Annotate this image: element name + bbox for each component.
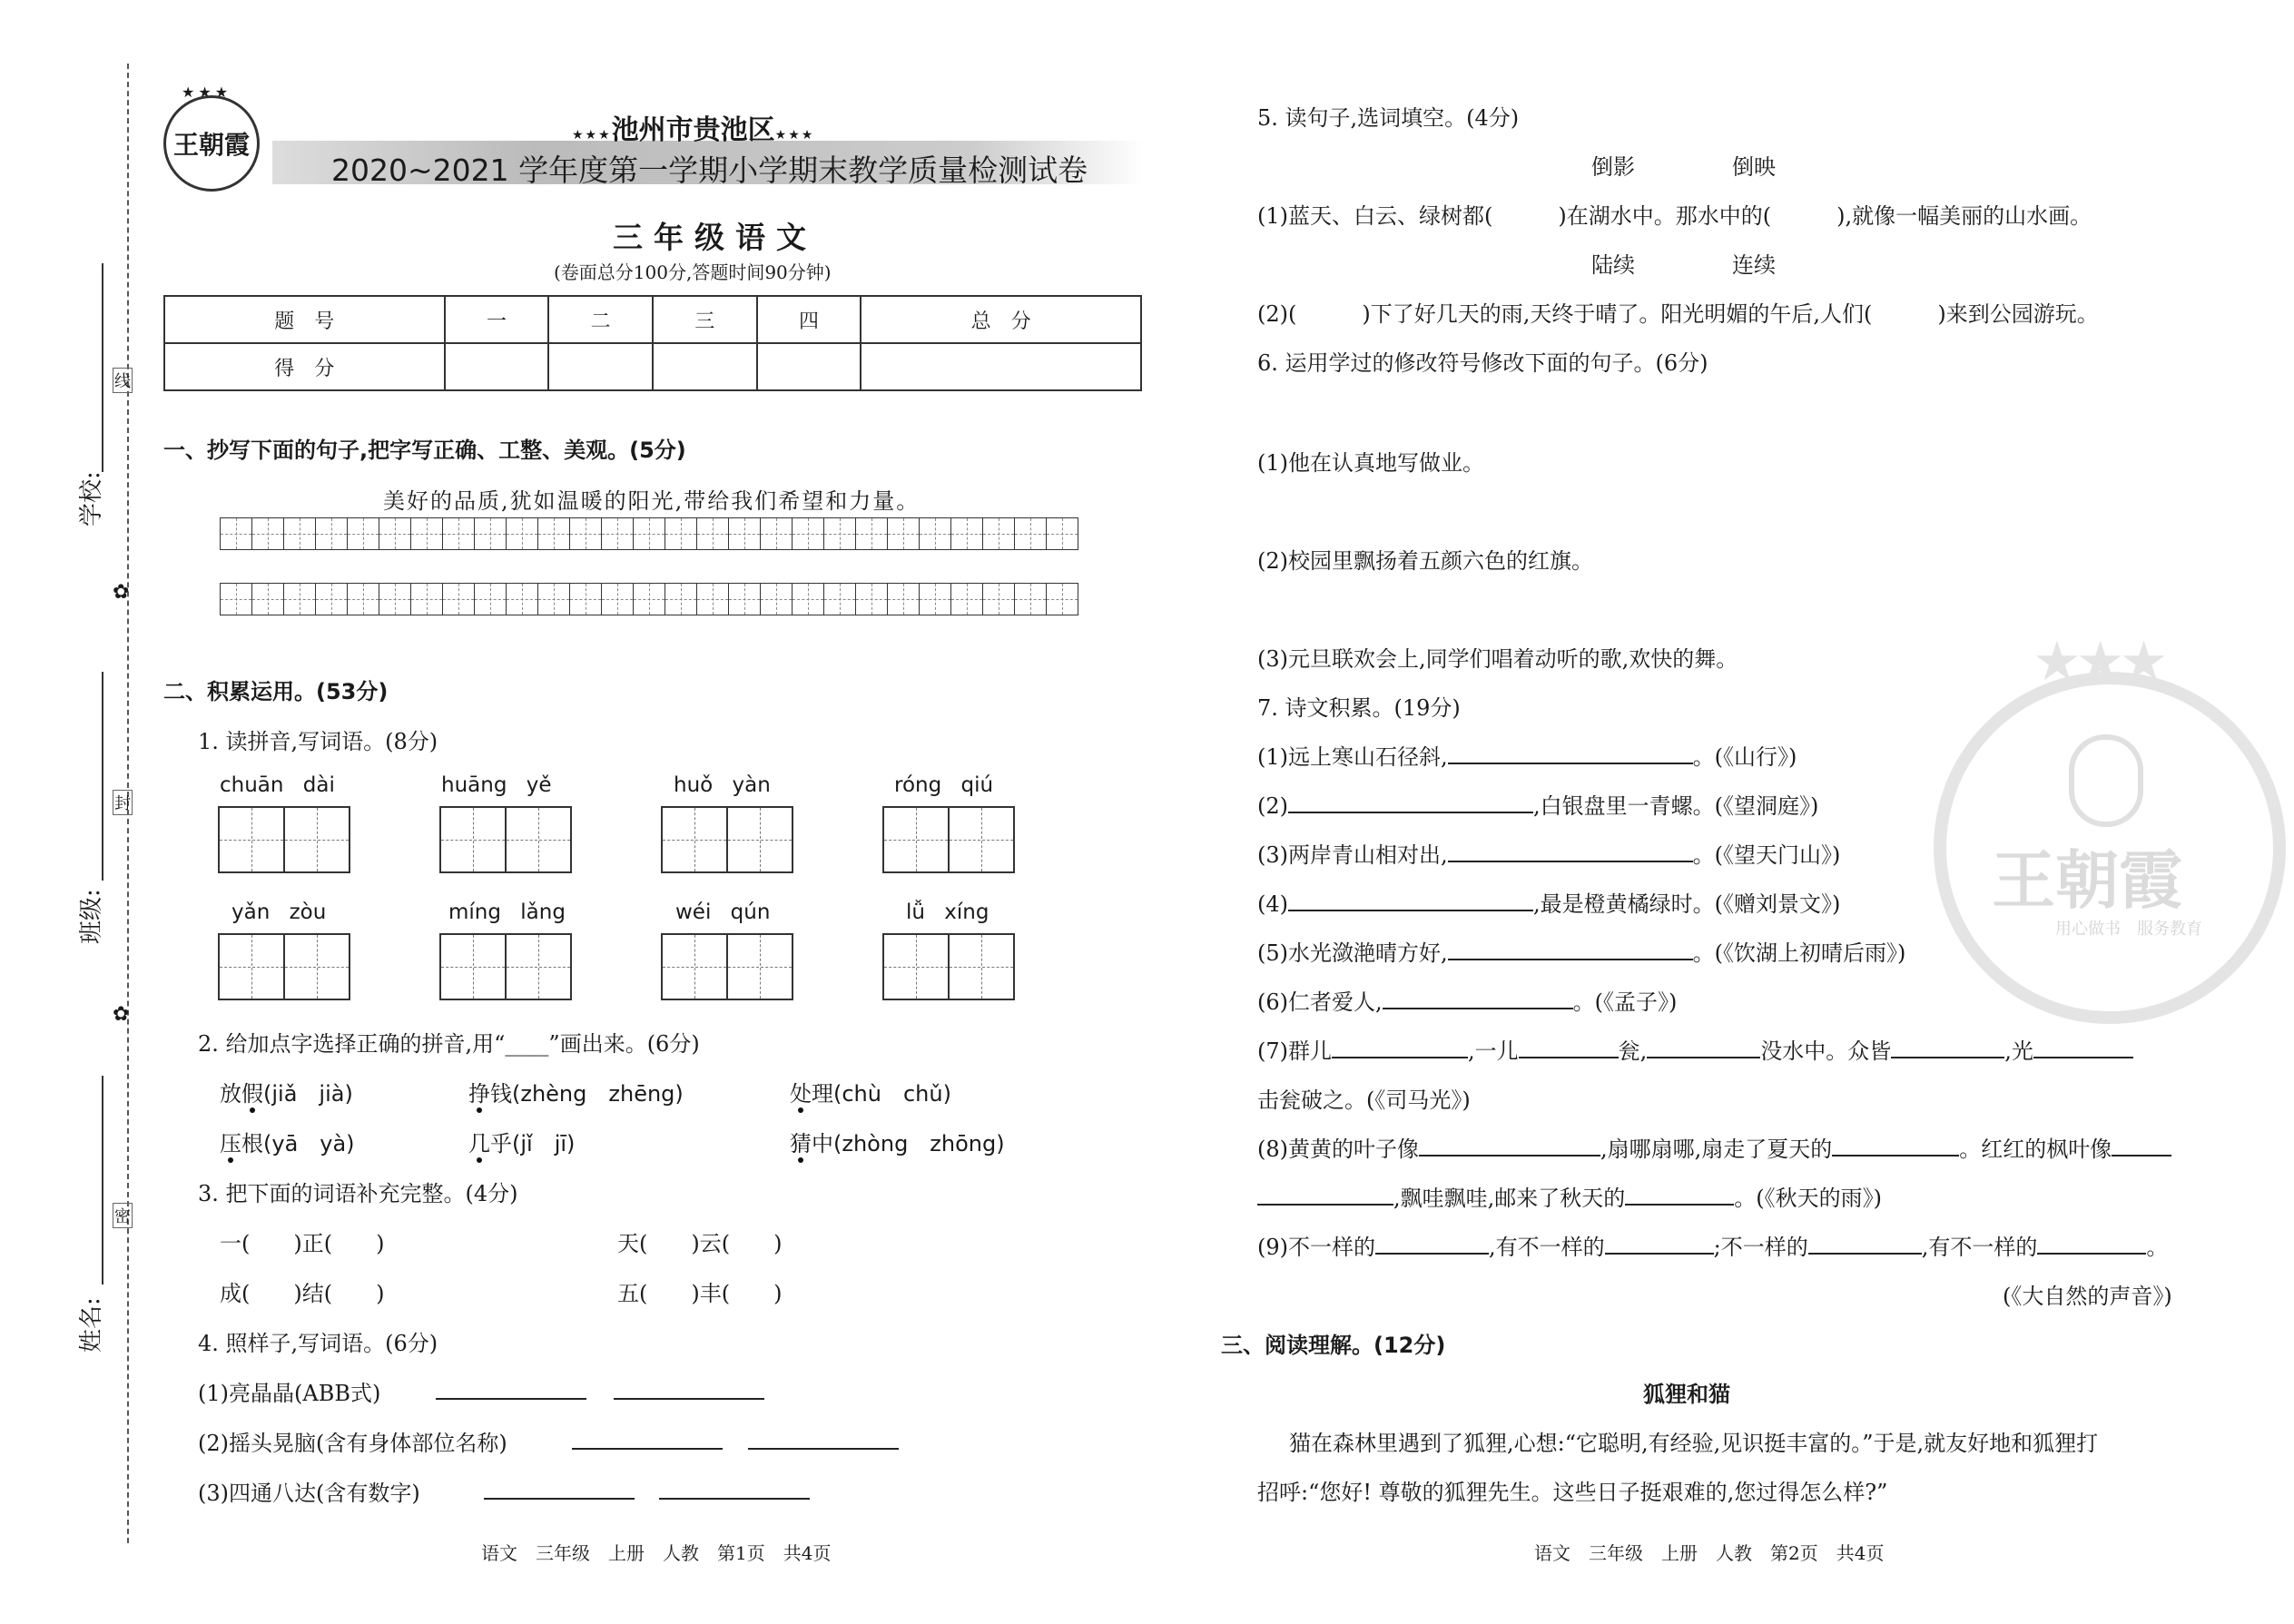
writing-grid-cell[interactable] — [760, 583, 793, 615]
writing-grid-cell[interactable] — [823, 517, 856, 550]
q5-sentence: (1)蓝天、白云、绿树都( )在湖水中。那水中的( ),就像一幅美丽的山水画。 — [1257, 203, 2092, 229]
score-header-cell: 总 分 — [861, 296, 1141, 343]
writing-grid-cell[interactable] — [1046, 517, 1078, 550]
section1-sentence: 美好的品质,犹如温暖的阳光,带给我们希望和力量。 — [383, 488, 921, 514]
writing-grid[interactable] — [220, 517, 1064, 648]
q6-title: 6. 运用学过的修改符号修改下面的句子。(6分) — [1257, 350, 1708, 376]
tian-grid[interactable] — [884, 933, 1015, 1000]
tian-grid[interactable] — [441, 806, 572, 873]
class-line — [102, 672, 103, 881]
writing-grid-cell[interactable] — [506, 517, 538, 550]
writing-grid-cell[interactable] — [347, 583, 379, 615]
brand-logo — [163, 95, 260, 192]
writing-grid-cell[interactable] — [887, 583, 920, 615]
pinyin-label: míng lǎng — [448, 901, 566, 924]
writing-grid-cell[interactable] — [982, 583, 1015, 615]
tian-grid[interactable] — [663, 806, 793, 873]
poem-blank[interactable] — [2037, 1233, 2146, 1255]
q2-item[interactable]: 挣钱(zhèng zhēng) — [468, 1081, 684, 1107]
tian-grid[interactable] — [884, 806, 1015, 873]
score-header-cell: 二 — [548, 296, 653, 343]
q4-item: (2)摇头晃脑(含有身体部位名称) — [198, 1431, 507, 1456]
poem-blank[interactable] — [1288, 890, 1533, 911]
writing-grid-cell[interactable] — [982, 517, 1015, 550]
poem-blank[interactable] — [1419, 1135, 1600, 1156]
q7-line: 击瓮破之。(《司马光》) — [1257, 1088, 1471, 1113]
writing-grid-cell[interactable] — [283, 583, 316, 615]
tian-grid[interactable] — [220, 933, 350, 1000]
q2-item[interactable]: 压根(yā yà) — [220, 1131, 355, 1156]
poem-blank[interactable] — [1448, 841, 1693, 862]
writing-grid-cell[interactable] — [506, 583, 538, 615]
q4-item: (3)四通八达(含有数字) — [198, 1481, 420, 1506]
crown-icon: ★★★ — [182, 84, 232, 101]
pinyin-label: lǚ xíng — [906, 901, 989, 924]
writing-grid-cell[interactable] — [601, 583, 634, 615]
writing-grid-cell[interactable] — [1014, 517, 1047, 550]
score-header-cell: 一 — [445, 296, 549, 343]
writing-grid-row[interactable] — [221, 583, 1078, 615]
q2-title: 2. 给加点字选择正确的拼音,用“____”画出来。(6分) — [198, 1031, 700, 1057]
q6-item: (2)校园里飘扬着五颜六色的红旗。 — [1257, 548, 1593, 574]
exam-title: 2020~2021 学年度第一学期小学期末教学质量检测试卷 — [331, 153, 1088, 188]
writing-grid-cell[interactable] — [950, 517, 983, 550]
writing-grid-cell[interactable] — [220, 517, 252, 550]
writing-grid-row[interactable] — [221, 517, 1078, 550]
q7-line: (3)两岸青山相对出, 。(《望天门山》) — [1257, 842, 1841, 868]
score-header-cell: 四 — [757, 296, 861, 343]
writing-grid-cell[interactable] — [537, 517, 570, 550]
school-line — [102, 263, 103, 472]
score-cell[interactable] — [861, 343, 1141, 390]
answer-line[interactable] — [436, 1398, 586, 1400]
answer-line[interactable] — [614, 1398, 764, 1400]
q3-item[interactable]: 五( )丰( ) — [617, 1281, 783, 1306]
poem-blank[interactable] — [1332, 1037, 1468, 1058]
poem-blank[interactable] — [1288, 792, 1533, 813]
pinyin-label: róng qiú — [894, 773, 994, 797]
story-title: 狐狸和猫 — [1643, 1382, 1730, 1407]
writing-grid-cell[interactable] — [855, 517, 888, 550]
writing-grid-cell[interactable] — [251, 583, 284, 615]
writing-grid-cell[interactable] — [474, 517, 507, 550]
q7-line: (7)群儿 ,一儿 瓮, 没水中。众皆 ,光 — [1257, 1033, 2133, 1065]
writing-grid-cell[interactable] — [1014, 583, 1047, 615]
seal-mark-line: 线 — [113, 368, 133, 393]
score-header-cell: 题 号 — [164, 296, 445, 343]
pinyin-label: wéi qún — [675, 901, 771, 924]
story-paragraph: 猫在森林里遇到了狐狸,心想:“它聪明,有经验,见识挺丰富的。”于是,就友好地和狐狸打 — [1289, 1431, 2099, 1456]
q1-title: 1. 读拼音,写词语。(8分) — [198, 729, 438, 754]
region-title: ★★★池州市贵池区★★★ — [572, 114, 815, 146]
q4-title: 4. 照样子,写词语。(6分) — [198, 1331, 438, 1356]
answer-line[interactable] — [748, 1448, 899, 1450]
section2-title: 二、积累运用。(53分) — [163, 679, 389, 704]
binding-ornament-2: ✿ — [113, 1003, 130, 1026]
writing-grid-cell[interactable] — [696, 517, 729, 550]
tian-grid[interactable] — [441, 933, 572, 1000]
writing-grid-cell[interactable] — [919, 517, 951, 550]
q3-item[interactable]: 成( )结( ) — [220, 1281, 385, 1306]
writing-grid-cell[interactable] — [315, 583, 348, 615]
writing-grid-cell[interactable] — [442, 583, 475, 615]
answer-line[interactable] — [572, 1448, 723, 1450]
writing-grid-cell[interactable] — [760, 517, 793, 550]
writing-grid-cell[interactable] — [601, 517, 634, 550]
writing-grid-cell[interactable] — [823, 583, 856, 615]
q7-title: 7. 诗文积累。(19分) — [1257, 695, 1461, 721]
brand-logo-text: 王朝霞 — [172, 130, 250, 160]
q3-item[interactable]: 天( )云( ) — [617, 1231, 783, 1256]
q5-word: 倒影 — [1591, 154, 1635, 180]
school-label: 学校: — [78, 471, 105, 527]
q2-item[interactable]: 猜中(zhòng zhōng) — [790, 1131, 1005, 1156]
score-cell[interactable] — [653, 343, 757, 390]
writing-grid-cell[interactable] — [537, 583, 570, 615]
q7-line: (4) ,最是橙黄橘绿时。(《赠刘景文》) — [1257, 891, 1841, 917]
score-table — [163, 295, 1142, 391]
footer-right: 语文 三年级 上册 人教 第2页 共4页 — [1534, 1542, 1885, 1564]
score-header-cell: 三 — [653, 296, 757, 343]
writing-grid-cell[interactable] — [569, 583, 602, 615]
writing-grid-cell[interactable] — [474, 583, 507, 615]
writing-grid-cell[interactable] — [220, 583, 252, 615]
poem-blank[interactable] — [1519, 1037, 1619, 1058]
pinyin-label: chuān dài — [220, 773, 335, 797]
poem-blank[interactable] — [1448, 743, 1693, 764]
q7-line: (1)远上寒山石径斜, 。(《山行》) — [1257, 744, 1797, 770]
poem-blank[interactable] — [1383, 988, 1573, 1009]
writing-grid-cell[interactable] — [410, 517, 443, 550]
q7-line: (8)黄黄的叶子像 ,扇哪扇哪,扇走了夏天的 。红红的枫叶像 — [1257, 1131, 2171, 1163]
writing-grid-cell[interactable] — [633, 583, 665, 615]
pinyin-label: huǒ yàn — [674, 773, 771, 797]
poem-blank[interactable] — [2112, 1135, 2171, 1156]
exam-note: (卷面总分100分,答题时间90分钟) — [554, 261, 832, 283]
score-cell[interactable] — [548, 343, 653, 390]
writing-grid-cell[interactable] — [665, 583, 697, 615]
poem-blank[interactable] — [1832, 1135, 1959, 1156]
tian-grid[interactable] — [663, 933, 793, 1000]
q4-item: (1)亮晶晶(ABB式) — [198, 1381, 381, 1406]
writing-grid-cell[interactable] — [728, 517, 761, 550]
poem-blank[interactable] — [1647, 1037, 1760, 1058]
poem-blank[interactable] — [1891, 1037, 2004, 1058]
subject-title: 三年级语文 — [613, 220, 817, 255]
answer-line[interactable] — [659, 1498, 810, 1500]
watermark-slogan: 用心做书 服务教育 — [2055, 920, 2202, 939]
score-table-score-row — [164, 343, 1141, 390]
watermark-name: 王朝霞 — [1992, 842, 2182, 918]
q5-word: 倒映 — [1732, 154, 1776, 180]
writing-grid-cell[interactable] — [950, 583, 983, 615]
answer-line[interactable] — [484, 1498, 635, 1500]
q5-word: 连续 — [1732, 252, 1776, 278]
writing-grid-cell[interactable] — [792, 517, 824, 550]
section1-title: 一、抄写下面的句子,把字写正确、工整、美观。(5分) — [163, 438, 686, 463]
writing-grid-cell[interactable] — [1046, 583, 1078, 615]
score-row-label: 得 分 — [164, 343, 445, 390]
writing-grid-cell[interactable] — [251, 517, 284, 550]
writing-grid-cell[interactable] — [347, 517, 379, 550]
story-paragraph: 招呼:“您好! 尊敬的狐狸先生。这些日子挺艰难的,您过得怎么样?” — [1257, 1480, 1888, 1505]
writing-grid-cell[interactable] — [887, 517, 920, 550]
poem-blank[interactable] — [1375, 1233, 1489, 1255]
q7-line: ,飘哇飘哇,邮来了秋天的 。(《秋天的雨》) — [1257, 1180, 1882, 1212]
writing-grid-cell[interactable] — [315, 517, 348, 550]
poem-blank[interactable] — [2033, 1037, 2133, 1058]
poem-blank[interactable] — [1625, 1184, 1734, 1206]
name-label: 姓名: — [78, 1297, 105, 1353]
writing-grid-cell[interactable] — [696, 583, 729, 615]
q2-item[interactable]: 处理(chù chǔ) — [790, 1081, 951, 1107]
q7-source: (《大自然的声音》) — [2003, 1284, 2172, 1309]
q6-item: (3)元旦联欢会上,同学们唱着动听的歌,欢快的舞。 — [1257, 646, 1738, 672]
poem-blank[interactable] — [1605, 1233, 1714, 1255]
pinyin-label: huāng yě — [441, 773, 552, 797]
writing-grid-cell[interactable] — [410, 583, 443, 615]
q7-line: (2) ,白银盘里一青螺。(《望洞庭》) — [1257, 793, 1819, 819]
watermark-stars-icon: ★★★ — [2033, 630, 2163, 694]
writing-grid-cell[interactable] — [283, 517, 316, 550]
q5-sentence: (2)( )下了好几天的雨,天终于晴了。阳光明媚的午后,人们( )来到公园游玩。 — [1257, 301, 2099, 327]
name-line — [102, 1076, 103, 1284]
writing-grid-cell[interactable] — [792, 583, 824, 615]
writing-grid-cell[interactable] — [633, 517, 665, 550]
q7-line: (9)不一样的 ,有不一样的 ;不一样的 ,有不一样的 。 — [1257, 1235, 2169, 1260]
q3-item[interactable]: 一( )正( ) — [220, 1231, 385, 1256]
section3-title: 三、阅读理解。(12分) — [1221, 1333, 1446, 1358]
q7-line: (6)仁者爱人, 。(《孟子》) — [1257, 989, 1678, 1015]
q5-word: 陆续 — [1591, 252, 1635, 278]
writing-grid-cell[interactable] — [919, 583, 951, 615]
watermark-seal — [1934, 630, 2286, 1024]
q5-title: 5. 读句子,选词填空。(4分) — [1257, 105, 1520, 131]
writing-grid-cell[interactable] — [728, 583, 761, 615]
poem-blank[interactable] — [1808, 1233, 1922, 1255]
q2-item[interactable]: 放假(jiǎ jià) — [220, 1081, 353, 1107]
q2-item[interactable]: 几乎(jǐ jī) — [468, 1131, 576, 1156]
pinyin-label: yǎn zòu — [231, 901, 327, 924]
footer-left: 语文 三年级 上册 人教 第1页 共4页 — [481, 1542, 832, 1564]
poem-blank[interactable] — [1257, 1184, 1393, 1206]
q6-item: (1)他在认真地写做业。 — [1257, 450, 1484, 476]
score-cell[interactable] — [445, 343, 549, 390]
q3-title: 3. 把下面的词语补充完整。(4分) — [198, 1181, 518, 1206]
score-table-header-row — [164, 296, 1141, 343]
writing-grid-cell[interactable] — [379, 583, 411, 615]
tian-grid[interactable] — [220, 806, 350, 873]
class-label: 班级: — [78, 889, 105, 944]
writing-grid-cell[interactable] — [569, 517, 602, 550]
binding-ornament-1: ✿ — [113, 581, 130, 604]
writing-grid-cell[interactable] — [379, 517, 411, 550]
watermark-portrait-icon — [2069, 734, 2143, 827]
score-cell[interactable] — [757, 343, 861, 390]
writing-grid-cell[interactable] — [855, 583, 888, 615]
q7-line: (5)水光潋滟晴方好, 。(《饮湖上初晴后雨》) — [1257, 940, 1906, 966]
writing-grid-cell[interactable] — [442, 517, 475, 550]
seal-mark-secret: 密 — [113, 1203, 133, 1228]
writing-grid-cell[interactable] — [665, 517, 697, 550]
poem-blank[interactable] — [1448, 939, 1693, 960]
seal-mark-seal: 封 — [113, 790, 133, 815]
